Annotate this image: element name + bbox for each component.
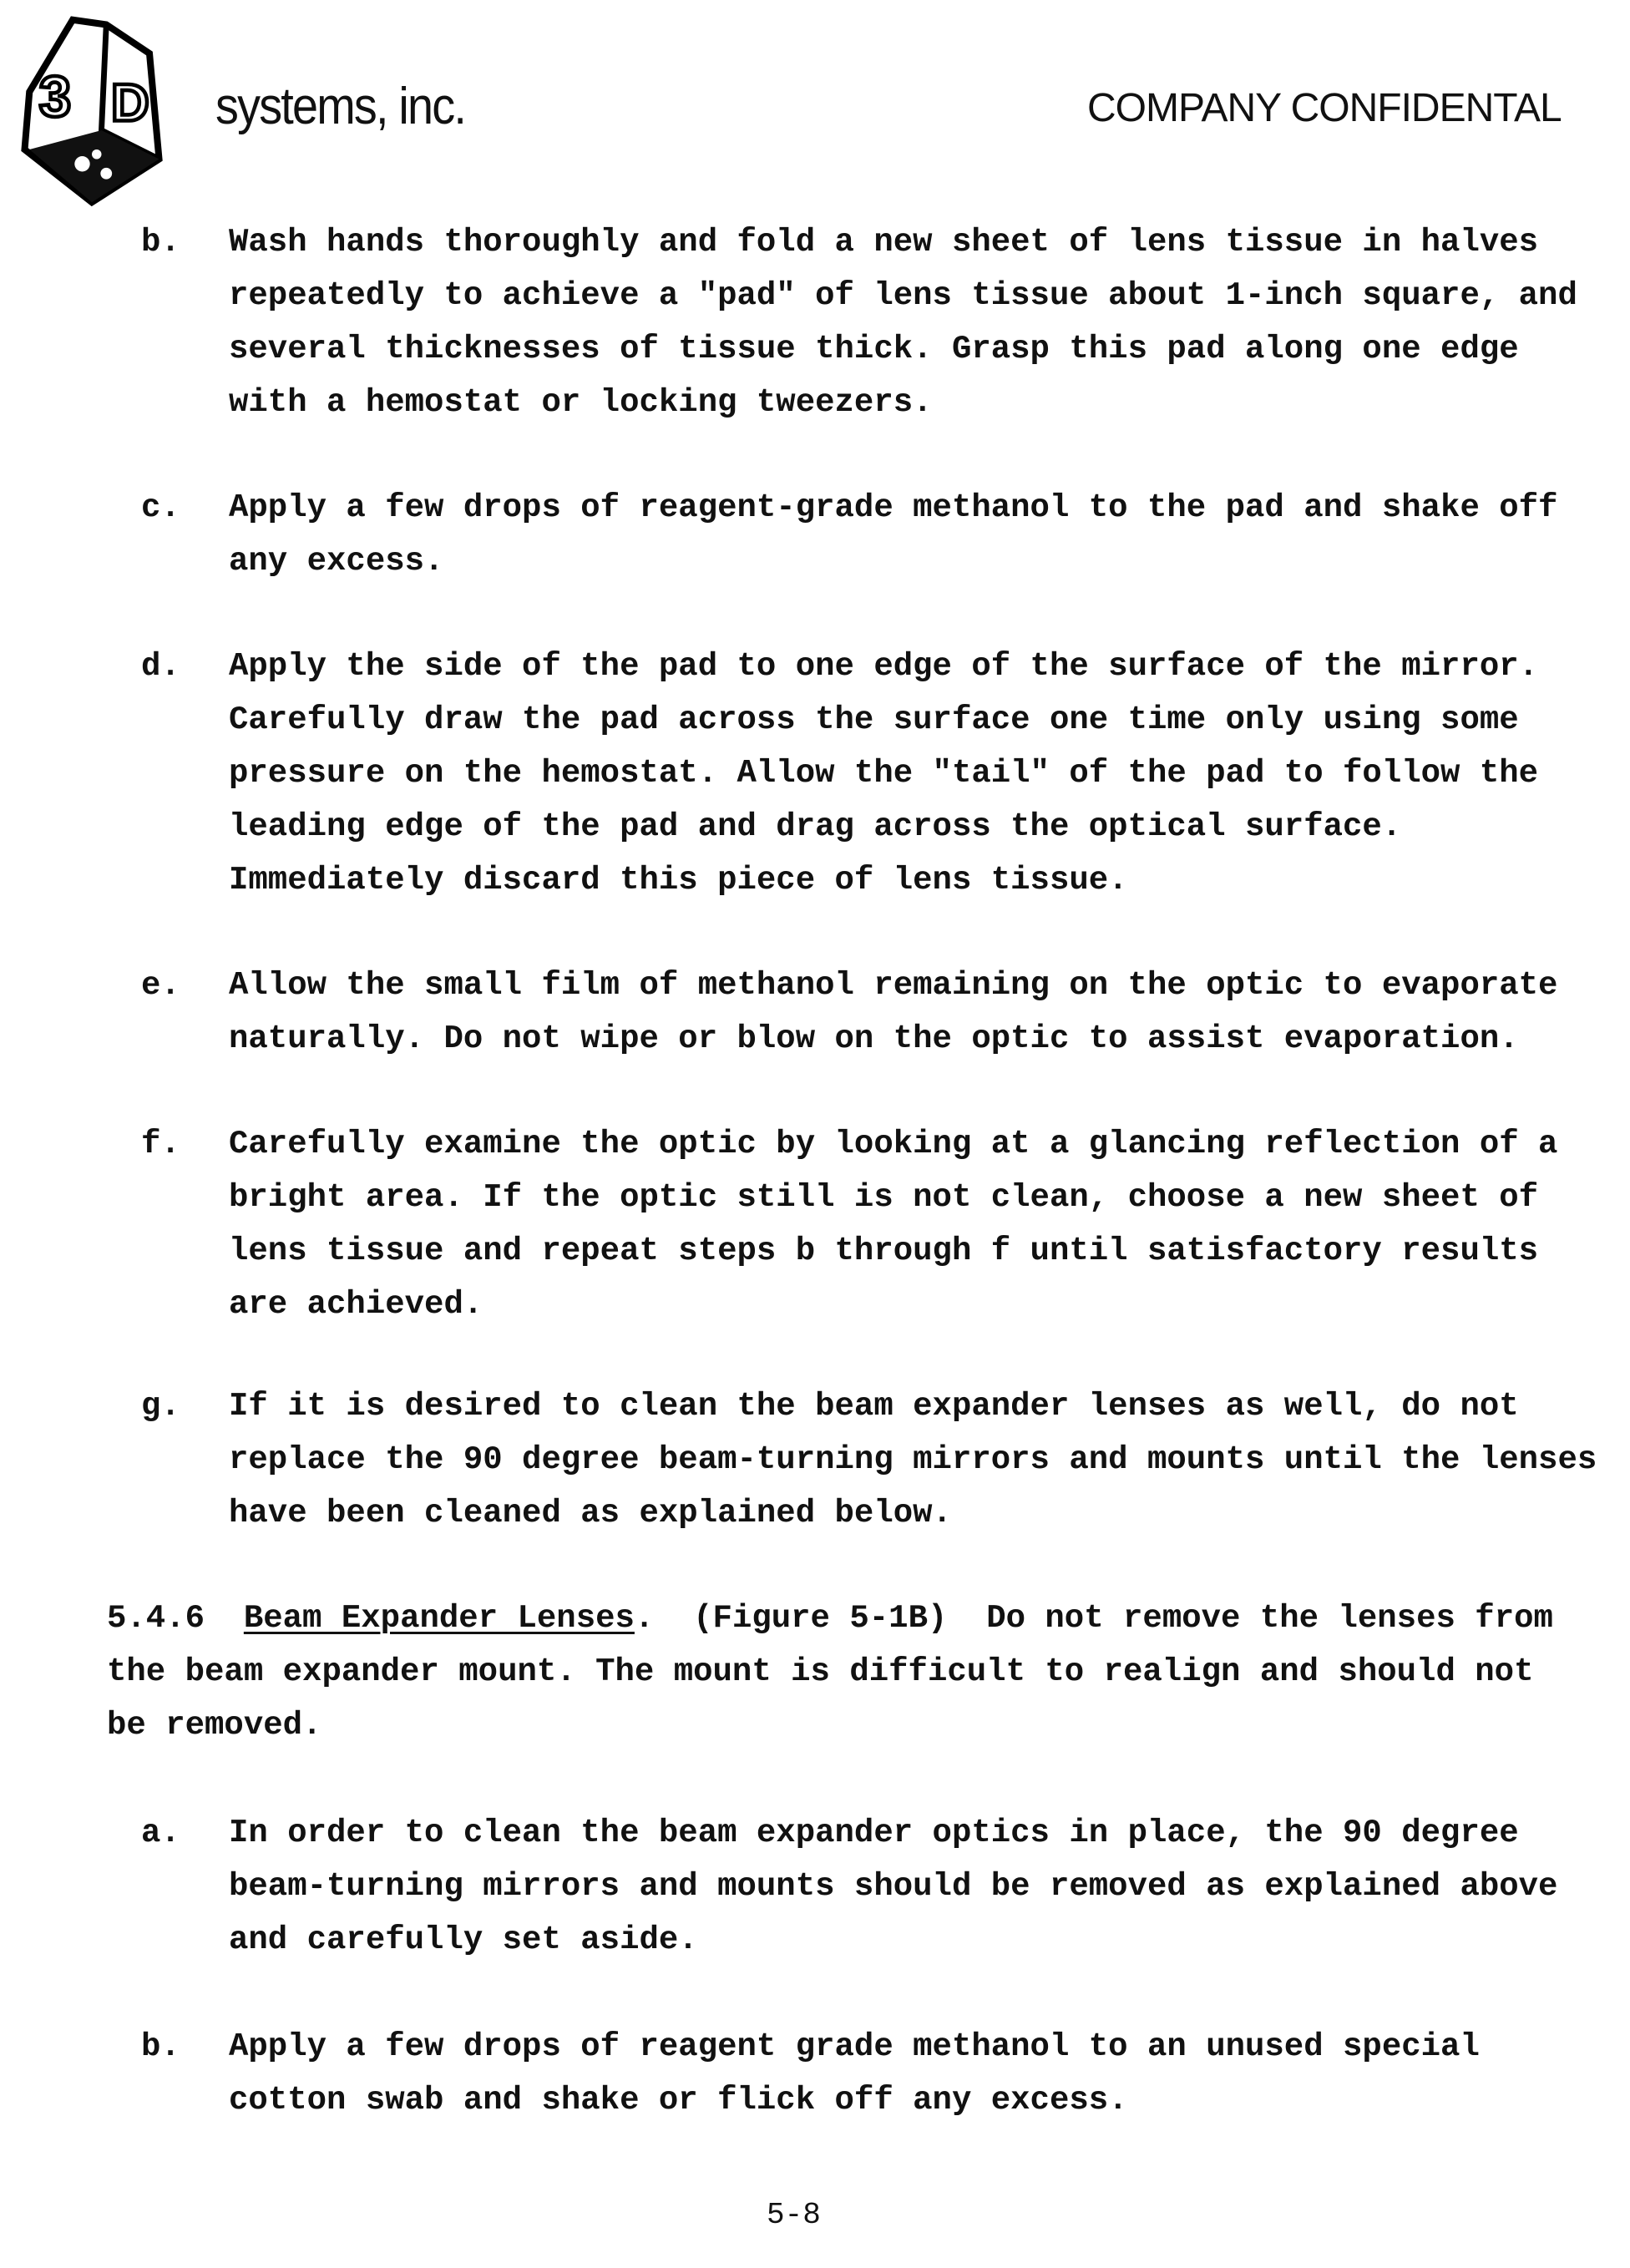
step-label: e. [141,959,180,1012]
step-label: b. [141,2020,180,2073]
svg-text:D: D [111,74,149,133]
section-title: Beam Expander Lenses [244,1600,635,1637]
step-text: Carefully examine the optic by looking at a glancing reflection of a bright area. If the optic still is not clean, choose a new sheet of lens tissue and repeat steps b through f until satisfactory results are achieved. [229,1117,1557,1331]
company-name: systems, inc. [215,77,465,136]
company-logo-icon [15,15,207,207]
step-label: b. [141,215,180,269]
step-label: g. [141,1380,180,1433]
step-text: Allow the small film of methanol remaining on the optic to evaporate naturally. Do not wipe or blow on the optic to assist evaporation. [229,959,1557,1066]
step-label: d. [141,640,180,693]
step-text: Apply a few drops of reagent-grade methanol to the pad and shake off any excess. [229,481,1557,588]
step-text: Apply a few drops of reagent grade methanol to an unused special cotton swab and shake or flick off any excess. [229,2020,1480,2127]
step-label: f. [141,1117,180,1171]
section-text: . (Figure 5-1B) Do not remove the lenses from [635,1600,1553,1637]
step-text: Wash hands thoroughly and fold a new sheet of lens tissue in halves repeatedly to achieve a "pad" of lens tissue about 1-inch square, and several thicknesses of tissue thick. Grasp this pad along one edge with a hemostat or locking tweezers. [229,215,1577,429]
step-label: a. [141,1806,180,1860]
section-body: the beam expander mount. The mount is difficult to realign and should not be removed. [107,1645,1533,1752]
step-text: Apply the side of the pad to one edge of the surface of the mirror. Carefully draw the pad across the surface one time only using some pressure on the hemostat. Allow the "tail" of the pad to follow the leading edge of the pad and drag across the optical surface. Immediately discard this piece of lens tissue. [229,640,1538,907]
page-number: 5-8 [767,2198,821,2232]
confidential-label: COMPANY CONFIDENTAL [1087,85,1562,131]
step-label: c. [141,481,180,534]
step-text: If it is desired to clean the beam expander lenses as well, do not replace the 90 degree beam-turning mirrors and mounts until the lenses have been cleaned as explained below. [229,1380,1597,1540]
svg-text:3: 3 [39,64,71,129]
section-number: 5.4.6 [107,1600,205,1637]
step-text: In order to clean the beam expander optics in place, the 90 degree beam-turning mirrors and mounts should be removed as explained above and carefully set aside. [229,1806,1557,1967]
section-heading-line [107,1592,1553,1645]
